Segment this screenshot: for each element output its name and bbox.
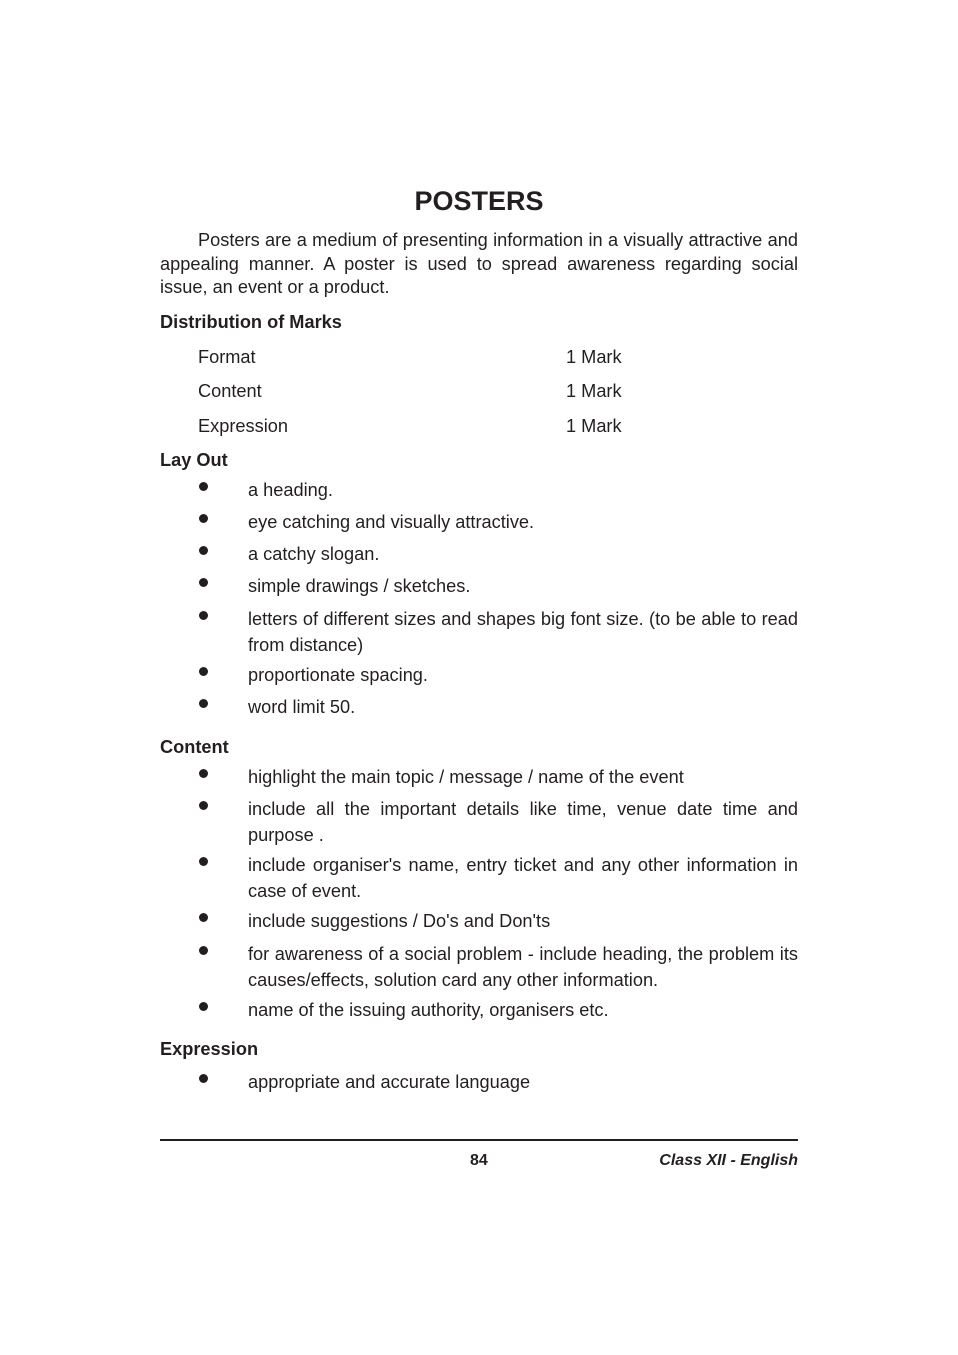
- list-item-text: for awareness of a social problem - include heading, the problem its causes/effects, solution card any other information.: [248, 944, 798, 990]
- list-item-text: include suggestions / Do's and Don'ts: [248, 911, 551, 931]
- bullet-icon: [199, 1074, 208, 1083]
- bullet-icon: [199, 578, 208, 587]
- intro-paragraph: Posters are a medium of presenting information in a visually attractive and appealing manner. A poster is used to spread awareness regarding social issue, an event or a product.: [160, 230, 798, 297]
- list-item-text: a catchy slogan.: [248, 544, 380, 564]
- list-item-text: a heading.: [248, 480, 333, 500]
- marks-value: 1 Mark: [566, 381, 622, 401]
- marks-value: 1 Mark: [566, 416, 622, 436]
- marks-label: Content: [198, 381, 262, 401]
- bullet-icon: [199, 913, 208, 922]
- marks-label: Expression: [198, 416, 288, 436]
- bullet-icon: [199, 667, 208, 676]
- bullet-icon: [199, 611, 208, 620]
- list-item-text: word limit 50.: [248, 697, 356, 717]
- bullet-icon: [199, 857, 208, 866]
- page-number: 84: [470, 1152, 488, 1169]
- bullet-icon: [199, 801, 208, 810]
- bullet-icon: [199, 546, 208, 555]
- bullet-icon: [199, 769, 208, 778]
- book-title: Class XII - English: [659, 1152, 798, 1169]
- bullet-icon: [199, 946, 208, 955]
- list-item-text: proportionate spacing.: [248, 665, 428, 685]
- marks-value: 1 Mark: [566, 347, 622, 367]
- footer-divider: [160, 1139, 798, 1141]
- expression-heading: Expression: [160, 1039, 259, 1059]
- bullet-icon: [199, 1002, 208, 1011]
- content-heading: Content: [160, 737, 229, 757]
- distribution-heading: Distribution of Marks: [160, 312, 342, 332]
- bullet-icon: [199, 482, 208, 491]
- list-item-text: highlight the main topic / message / name of the event: [248, 767, 684, 787]
- bullet-icon: [199, 514, 208, 523]
- list-item-text: simple drawings / sketches.: [248, 576, 471, 596]
- list-item-text: eye catching and visually attractive.: [248, 512, 535, 532]
- marks-label: Format: [198, 347, 256, 367]
- list-item-text: letters of different sizes and shapes big font size. (to be able to read from distance): [248, 609, 798, 655]
- layout-heading: Lay Out: [160, 450, 228, 470]
- list-item-text: include all the important details like time, venue date time and purpose .: [248, 799, 798, 845]
- page-title: POSTERS: [414, 186, 544, 216]
- list-item-text: include organiser's name, entry ticket and any other information in case of event.: [248, 855, 798, 901]
- list-item-text: name of the issuing authority, organisers etc.: [248, 1000, 609, 1020]
- list-item-text: appropriate and accurate language: [248, 1072, 531, 1092]
- bullet-icon: [199, 699, 208, 708]
